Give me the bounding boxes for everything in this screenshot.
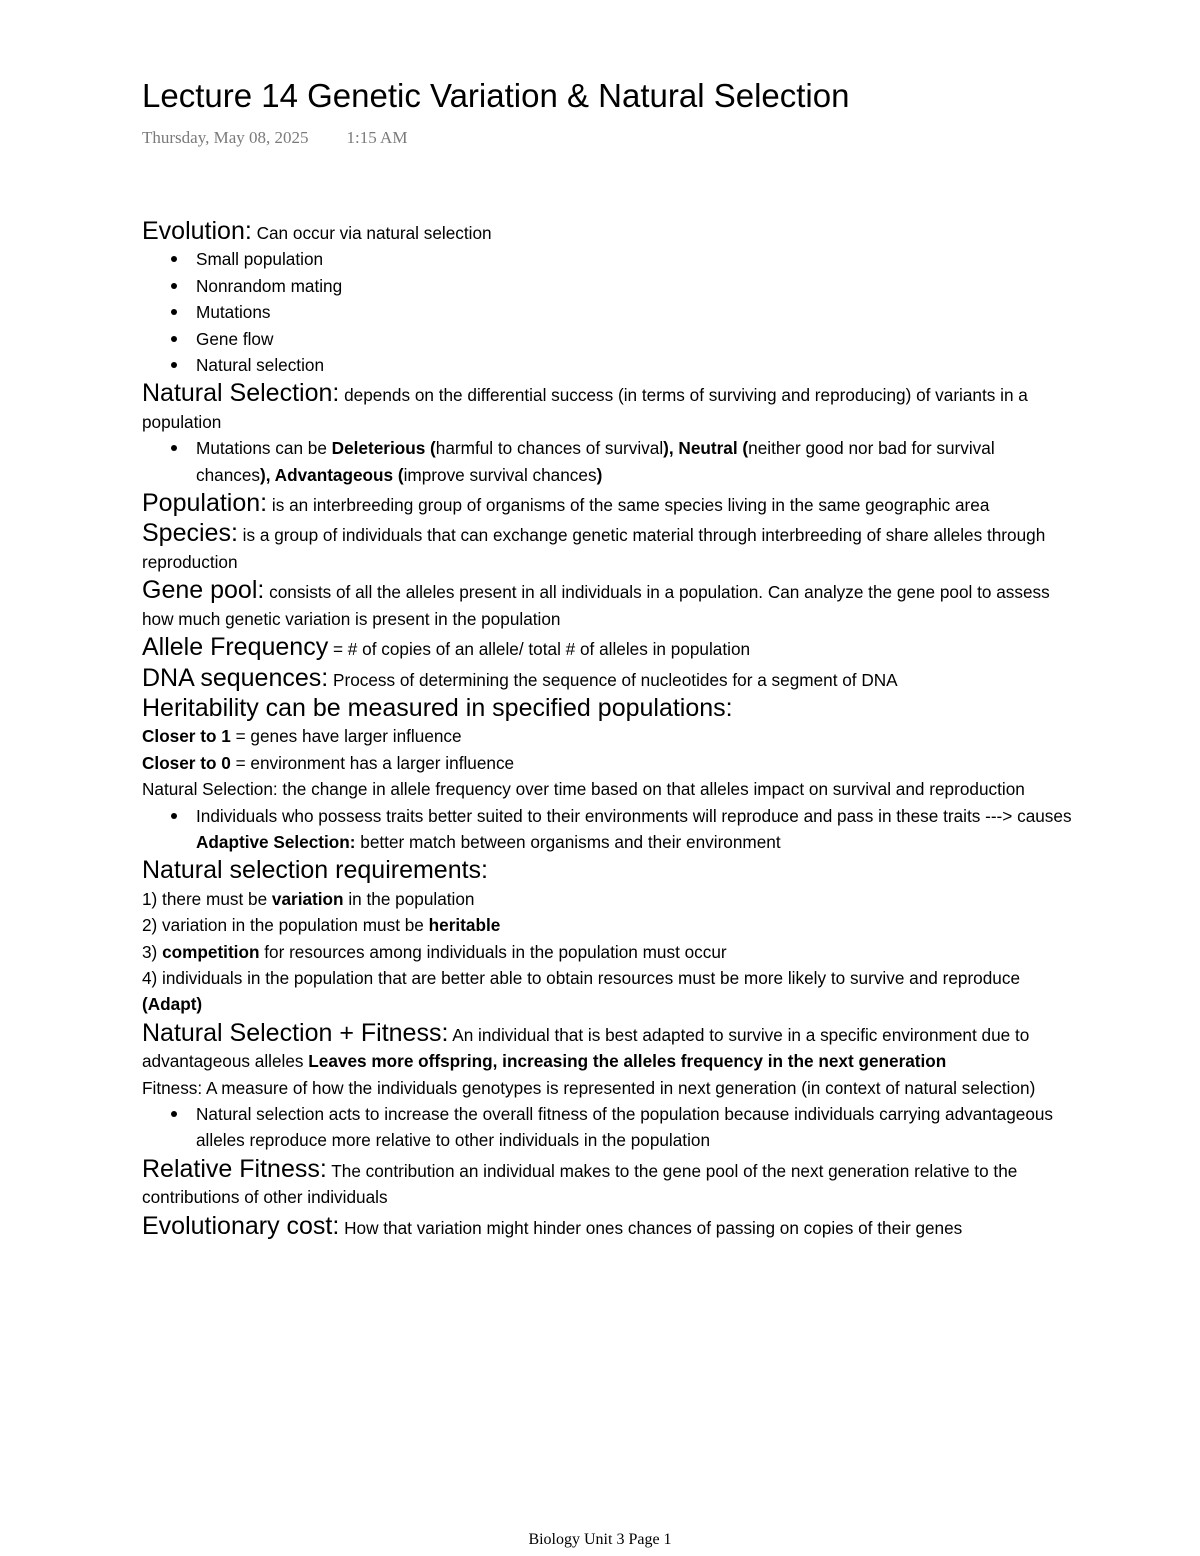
- note-content: [142, 216, 1072, 1241]
- heritability-heading-paragraph: [142, 693, 1072, 723]
- requirement-2-b: heritable: [428, 915, 501, 936]
- evolution-heading: Evolution:: [142, 217, 252, 245]
- requirement-1: [142, 886, 1072, 912]
- species-text: is a group of individuals that can exchange genetic material through interbreeding of share alleles through reproduction: [142, 525, 1046, 572]
- population-text: is an interbreeding group of organisms of the same species living in the same geographic area: [271, 495, 990, 516]
- requirement-3: [142, 939, 1072, 965]
- fitness-paragraph: [142, 1018, 1072, 1075]
- requirement-1-a: 1) there must be: [142, 888, 272, 909]
- dna-sequences-text: Process of determining the sequence of nucleotides for a segment of DNA: [333, 669, 898, 690]
- evolutionary-cost-text: How that variation might hinder ones chances of passing on copies of their genes: [344, 1217, 963, 1238]
- population-paragraph: [142, 488, 1072, 518]
- requirement-1-b: variation: [271, 888, 344, 909]
- species-paragraph: [142, 518, 1072, 575]
- fitness-definition: Fitness: A measure of how the individuals genotypes is represented in next generation (in context of natural selection): [142, 1077, 1036, 1098]
- date-line: [142, 128, 407, 148]
- adaptive-prefix: Individuals who possess traits better suited to their environments will reproduce and pass in these traits ---> causes: [196, 805, 1072, 826]
- requirement-2-a: 2) variation in the population must be: [142, 915, 429, 936]
- relative-fitness-paragraph: [142, 1154, 1072, 1211]
- adaptive-selection-term: Adaptive Selection:: [196, 831, 356, 852]
- heritability-closer-0: Closer to 0: [142, 752, 231, 773]
- requirements-heading-paragraph: [142, 855, 1072, 885]
- requirements-heading: Natural selection requirements:: [142, 856, 488, 885]
- evolutionary-cost-paragraph: [142, 1211, 1072, 1241]
- page-footer: Biology Unit 3 Page 1: [528, 1531, 672, 1548]
- relative-fitness-text: The contribution an individual makes to the gene pool of the next generation relative to the contributions of other individuals: [142, 1160, 1018, 1208]
- mutation-prefix: Mutations can be: [196, 438, 332, 459]
- requirement-4-a: 4) individuals in the population that are better able to obtain resources must be more likely to survive and reproduce: [142, 967, 1021, 988]
- heritability-closer-1: Closer to 1: [142, 726, 231, 747]
- population-heading: Population:: [142, 489, 268, 518]
- heritability-closer-1-text: = genes have larger influence: [230, 726, 462, 747]
- natural-selection-definition: Natural Selection: the change in allele frequency over time based on that alleles impact on survival and reproduction: [142, 779, 1025, 800]
- note-date: Thursday, May 08, 2025: [142, 128, 309, 147]
- page-title: Lecture 14 Genetic Variation & Natural Selection: [142, 77, 850, 114]
- heritability-line-1: [142, 723, 1072, 749]
- fitness-text: An individual that is best adapted to survive in a specific environment due to advantageous alleles: [142, 1024, 1030, 1072]
- evolution-text: Can occur via natural selection: [256, 223, 492, 243]
- evolutionary-cost-heading: Evolutionary cost:: [142, 1211, 340, 1240]
- list-item: Natural selection: [196, 352, 1072, 378]
- dna-sequences-heading: DNA sequences:: [142, 663, 329, 692]
- requirement-3-c: for resources among individuals in the population must occur: [259, 941, 727, 962]
- mutation-suffix: ): [596, 464, 603, 485]
- natural-selection-paragraph: [142, 378, 1072, 435]
- natural-selection-text: depends on the differential success (in terms of surviving and reproducing) of variants in a population: [142, 385, 1028, 432]
- natural-selection-heading: Natural Selection:: [142, 379, 340, 408]
- list-item: [196, 803, 1072, 856]
- evolution-paragraph: [142, 216, 1072, 246]
- mutation-term-advantageous: ), Advantageous (: [260, 464, 404, 485]
- mutation-desc-advantageous: improve survival chances: [403, 464, 597, 485]
- gene-pool-paragraph: [142, 575, 1072, 632]
- list-item: Nonrandom mating: [196, 273, 1072, 299]
- heritability-line-2: [142, 750, 1072, 776]
- list-item: Gene flow: [196, 326, 1072, 352]
- requirement-4-b: (Adapt): [142, 994, 203, 1015]
- dna-sequences-paragraph: [142, 663, 1072, 693]
- fitness-list: [142, 1101, 1072, 1154]
- mutation-desc-deleterious: harmful to chances of survival: [435, 438, 664, 459]
- adaptive-suffix: better match between organisms and their environment: [355, 831, 781, 852]
- mutation-desc-neutral: neither good nor bad for survival chances: [196, 438, 995, 485]
- requirement-2: [142, 912, 1072, 938]
- adaptive-selection-list: [142, 803, 1072, 856]
- heritability-closer-0-text: = environment has a larger influence: [230, 752, 515, 773]
- relative-fitness-heading: Relative Fitness:: [142, 1154, 327, 1183]
- heritability-heading: Heritability can be measured in specified populations:: [142, 693, 733, 722]
- requirement-3-b: competition: [162, 941, 260, 962]
- gene-pool-text: consists of all the alleles present in all individuals in a population. Can analyze the gene pool to assess how much genetic variation is present in the population: [142, 582, 1050, 629]
- fitness-text-bold: Leaves more offspring, increasing the alleles frequency in the next generation: [308, 1051, 947, 1072]
- mutation-term-deleterious: Deleterious (: [331, 438, 436, 459]
- fitness-heading: Natural Selection + Fitness:: [142, 1018, 449, 1047]
- evolution-list: [142, 246, 1072, 378]
- requirement-1-c: in the population: [343, 888, 475, 909]
- allele-frequency-heading: Allele Frequency: [142, 633, 329, 662]
- gene-pool-heading: Gene pool:: [142, 576, 265, 605]
- mutation-types-list: [142, 435, 1072, 488]
- list-item: Mutations: [196, 299, 1072, 325]
- allele-frequency-paragraph: [142, 632, 1072, 662]
- requirement-4: [142, 965, 1072, 1018]
- note-time: 1:15 AM: [346, 128, 408, 147]
- requirement-3-a: 3): [142, 941, 163, 962]
- mutation-term-neutral: ), Neutral (: [663, 438, 749, 459]
- list-item: Natural selection acts to increase the overall fitness of the population because individuals carrying advantageous alleles reproduce more relative to other individuals in the population: [196, 1101, 1072, 1154]
- allele-frequency-text: = # of copies of an allele/ total # of alleles in population: [333, 639, 751, 660]
- list-item: Small population: [196, 246, 1072, 272]
- species-heading: Species:: [142, 519, 238, 548]
- list-item: [196, 435, 1072, 488]
